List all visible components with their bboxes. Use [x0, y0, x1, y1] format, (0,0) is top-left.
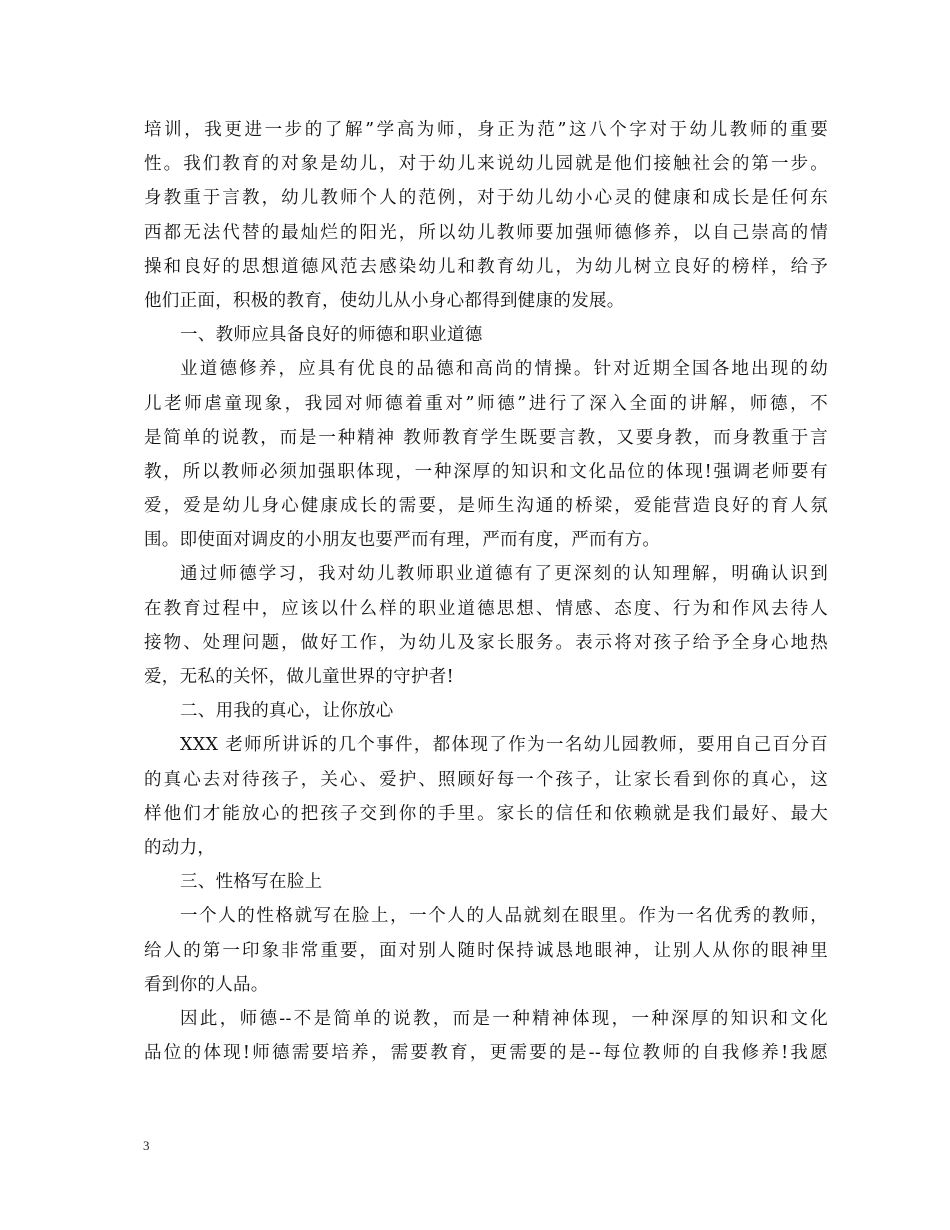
text-line: 他们正面，积极的教育，使幼儿从小身心都得到健康的发展。: [144, 290, 625, 311]
text-line: 品位的体现!师德需要培养，需要教育，更需要的是--每位教师的自我修养!我愿: [144, 1043, 828, 1064]
text-line: 爱，爱是幼儿身心健康成长的需要，是师生沟通的桥梁，爱能营造良好的育人氛: [144, 496, 828, 517]
section-heading-1: 一、教师应具备良好的师德和职业道德: [180, 325, 483, 346]
text-line: 因此，师德--不是简单的说教，而是一种精神体现，一种深厚的知识和文化: [180, 1008, 828, 1029]
text-line: 儿老师虐童现象，我园对师德着重对”师德”进行了深入全面的讲解，师德，不: [144, 393, 828, 414]
text-line: 一个人的性格就写在脸上，一个人的人品就刻在眼里。作为一名优秀的教师，: [180, 906, 828, 927]
text-line: 样他们才能放心的把孩子交到你的手里。家长的信任和依赖就是我们最好、最大: [144, 803, 828, 824]
page-number: 3: [143, 1138, 150, 1153]
text-line: 爱，无私的关怀，做儿童世界的守护者!: [144, 667, 454, 687]
text-line: 给人的第一印象非常重要，面对别人随时保持诚恳地眼神，让别人从你的眼神里: [144, 940, 828, 961]
text-line: 围。即使面对调皮的小朋友也要严而有理，严而有度，严而有方。: [144, 530, 661, 551]
section-heading-2: 二、用我的真心，让你放心: [180, 701, 394, 722]
text-line: 接物、处理问题，做好工作，为幼儿及家长服务。表示将对孩子给予全身心地热: [144, 632, 828, 653]
text-line: XXX 老师所讲诉的几个事件，都体现了作为一名幼儿园教师，要用自己百分百: [180, 735, 828, 756]
text-line: 是简单的说教，而是一种精神 教师教育学生既要言教，又要身教，而身教重于言: [144, 427, 828, 448]
text-line: 教，所以教师必须加强职体现，一种深厚的知识和文化品位的体现!强调老师要有: [144, 461, 828, 482]
text-line: 通过师德学习，我对幼儿教师职业道德有了更深刻的认知理解，明确认识到: [180, 564, 828, 585]
text-line: 身教重于言教，幼儿教师个人的范例，对于幼儿幼小心灵的健康和成长是任何东: [144, 188, 828, 209]
text-line: 操和良好的思想道德风范去感染幼儿和教育幼儿，为幼儿树立良好的榜样，给予: [144, 256, 828, 277]
text-line: 西都无法代替的最灿烂的阳光，所以幼儿教师要加强师德修养，以自己崇高的情: [144, 222, 828, 243]
text-line: 培训，我更进一步的了解”学高为师，身正为范”这八个字对于幼儿教师的重要: [144, 120, 828, 140]
document-body: [144, 113, 828, 1070]
text-line: 业道德修养，应具有优良的品德和高尚的情操。针对近期全国各地出现的幼: [180, 359, 828, 380]
text-line: 看到你的人品。: [144, 974, 269, 995]
text-line: 的真心去对待孩子，关心、爱护、照顾好每一个孩子，让家长看到你的真心，这: [144, 769, 828, 790]
text-line: 性。我们教育的对象是幼儿，对于幼儿来说幼儿园就是他们接触社会的第一步。: [144, 154, 828, 175]
text-line: 的动力，: [144, 837, 216, 858]
text-line: 在教育过程中，应该以什么样的职业道德思想、情感、态度、行为和作风去待人: [144, 598, 828, 619]
section-heading-3: 三、性格写在脸上: [180, 872, 323, 893]
